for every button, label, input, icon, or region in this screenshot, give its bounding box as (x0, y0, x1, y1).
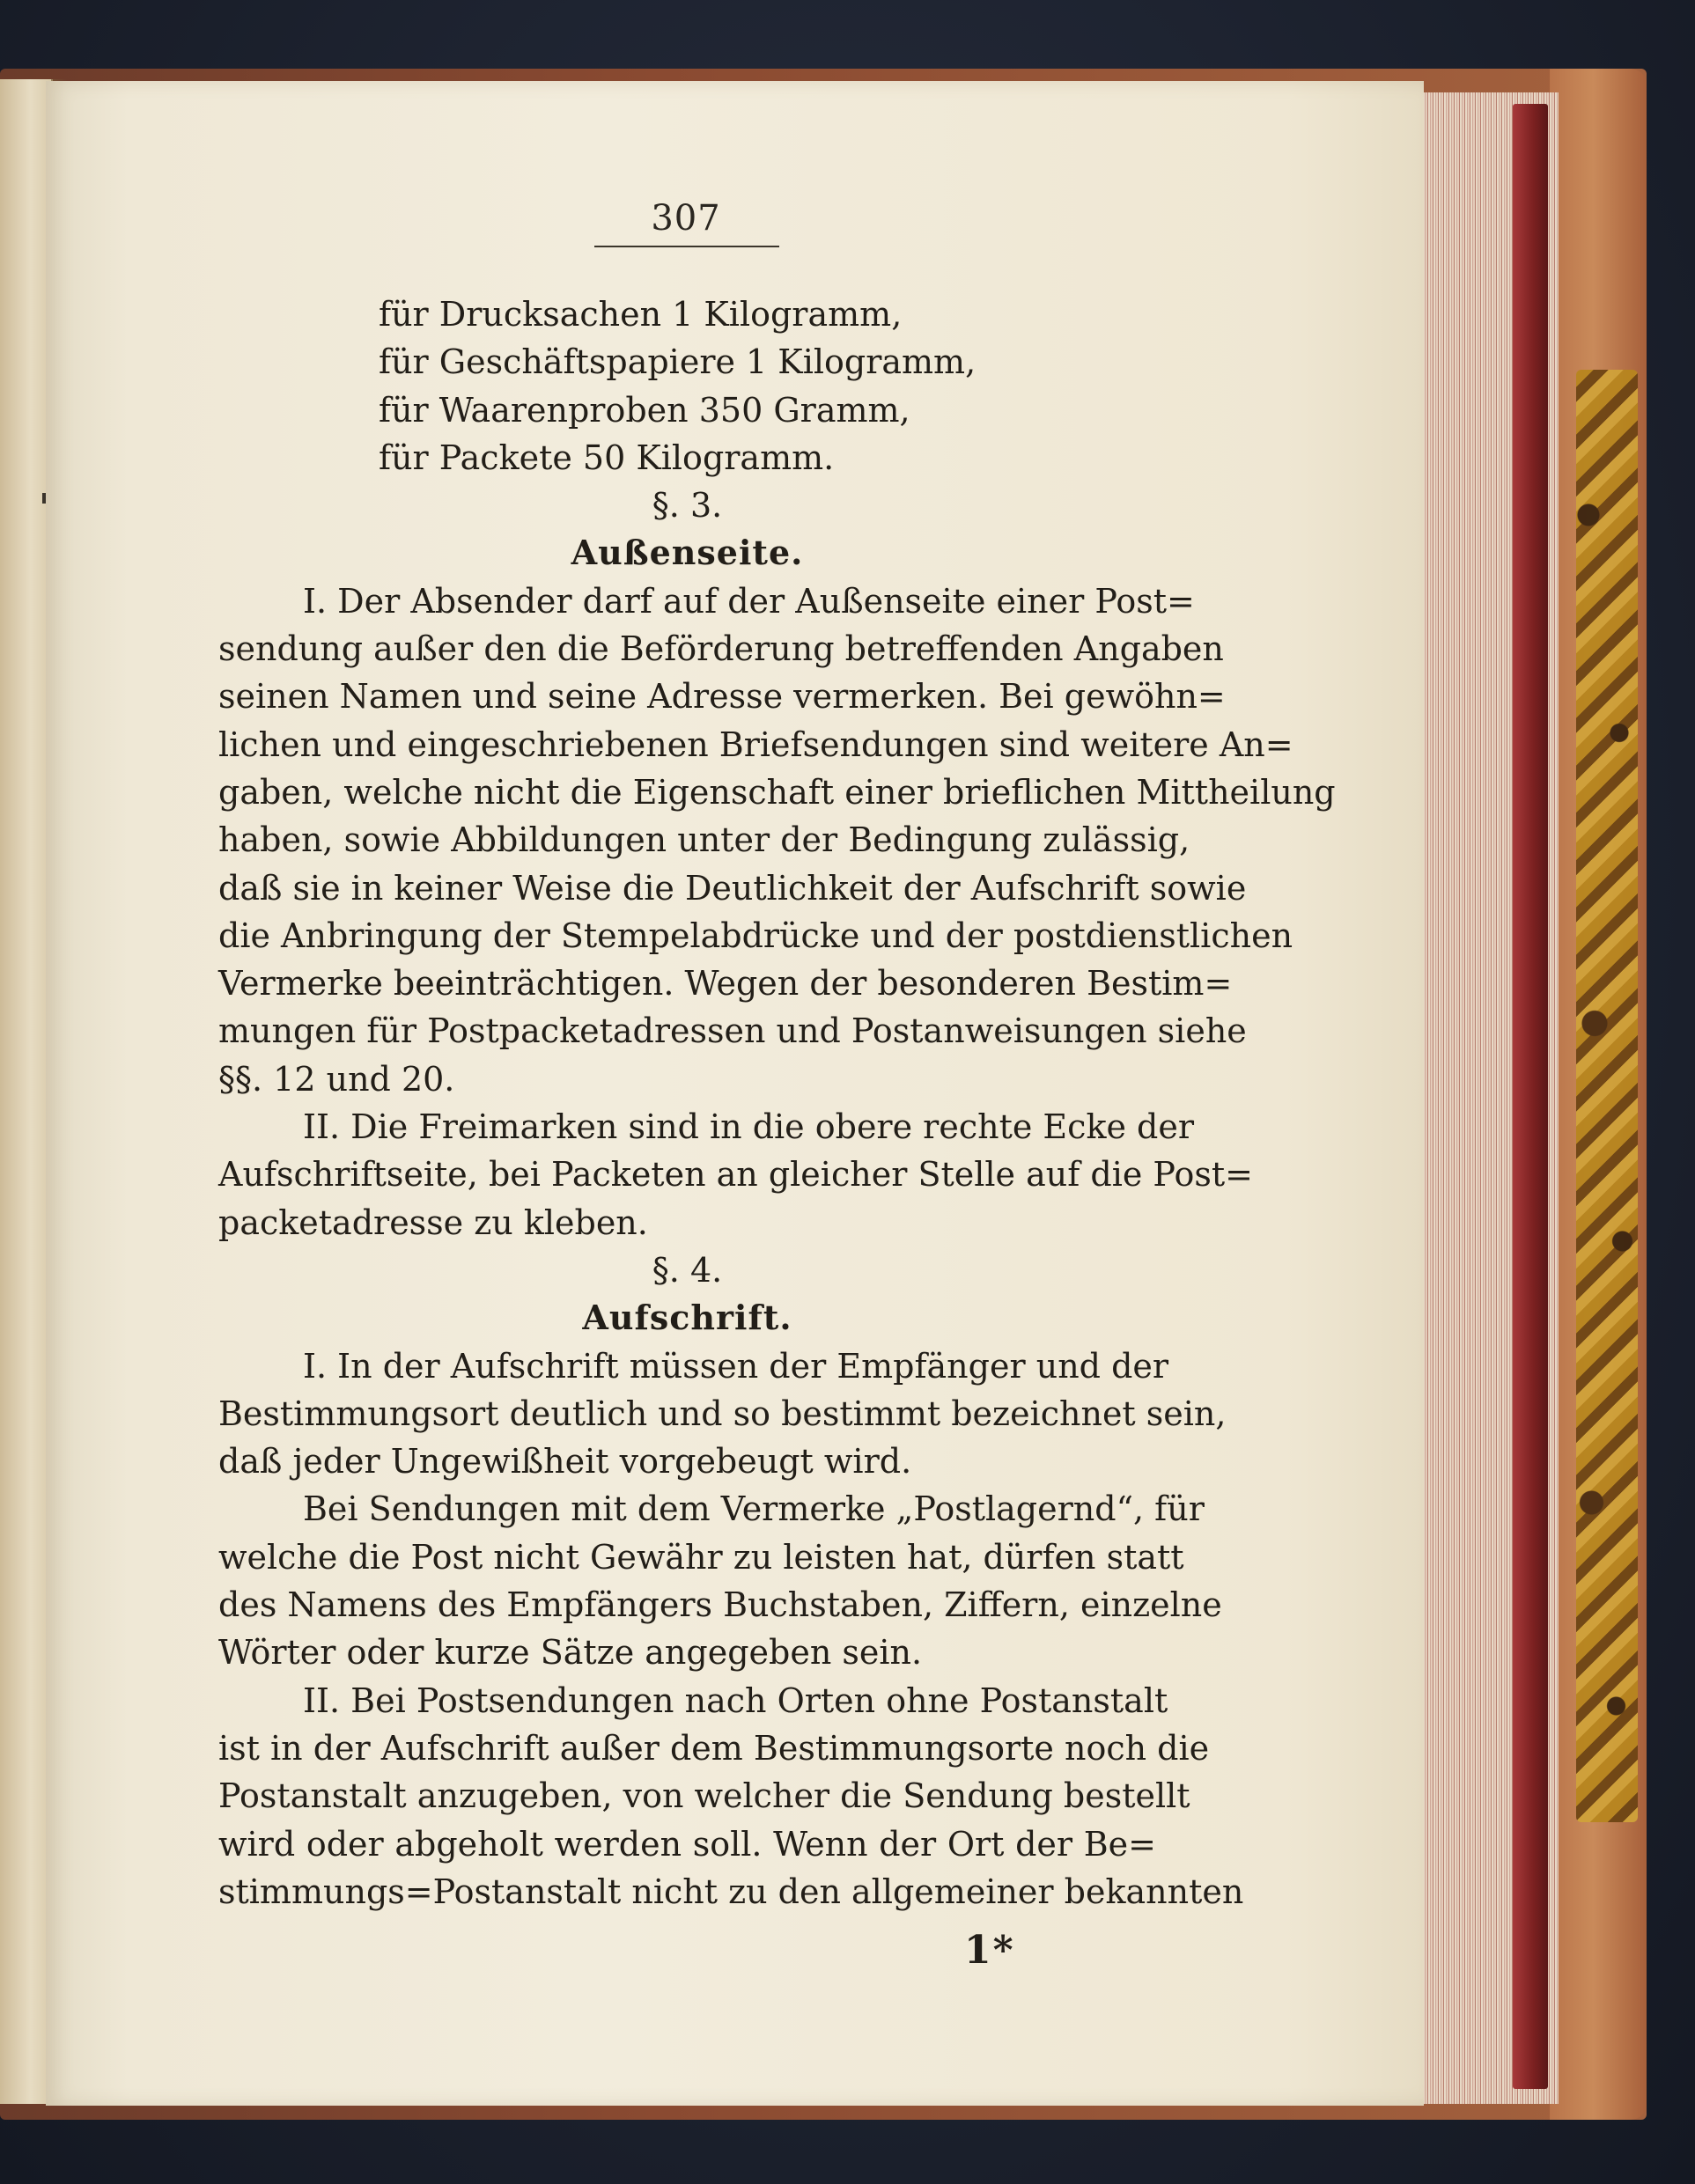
text-line: Postanstalt anzugeben, von welcher die Sendung bestellt (218, 1776, 1190, 1816)
text-line: wird oder abgeholt werden soll. Wenn der Ort der Be= (218, 1824, 1156, 1864)
text-line: Außenseite. (571, 533, 804, 573)
text-line: II. Bei Postsendungen nach Orten ohne Postanstalt (303, 1680, 1168, 1720)
text-line: daß sie in keiner Weise die Deutlichkeit der Aufschrift sowie (218, 868, 1247, 908)
text-line: seinen Namen und seine Adresse vermerken. Bei gewöhn= (218, 677, 1226, 717)
text-line: §. 4. (652, 1250, 723, 1290)
text-line: Vermerke beeinträchtigen. Wegen der besonderen Bestim= (218, 964, 1233, 1004)
page-number: 307 (651, 198, 721, 239)
text-line: für Waarenproben 350 Gramm, (379, 390, 910, 430)
red-page-edge (1513, 104, 1548, 2089)
margin-mark (42, 493, 46, 504)
text-line: Wörter oder kurze Sätze angegeben sein. (218, 1633, 923, 1673)
text-line: für Drucksachen 1 Kilogramm, (379, 295, 903, 334)
text-line: mungen für Postpacketadressen und Postanweisungen siehe (218, 1011, 1247, 1051)
text-line: §§. 12 und 20. (218, 1059, 455, 1099)
text-line: die Anbringung der Stempelabdrücke und der postdienstlichen (218, 916, 1293, 955)
text-line: packetadresse zu kleben. (218, 1202, 648, 1242)
text-line: haben, sowie Abbildungen unter der Bedingung zulässig, (218, 820, 1190, 860)
marbled-paper (1576, 370, 1638, 1822)
text-line: Aufschrift. (582, 1298, 792, 1338)
text-line: I. Der Absender darf auf der Außenseite einer Post= (303, 581, 1195, 621)
text-line: für Geschäftspapiere 1 Kilogramm, (379, 342, 976, 382)
text-line: stimmungs=Postanstalt nicht zu den allgemeiner bekannten (218, 1871, 1244, 1911)
text-line: des Namens des Empfängers Buchstaben, Ziffern, einzelne (218, 1585, 1222, 1625)
text-line: Bei Sendungen mit dem Vermerke „Postlagernd“, für (303, 1489, 1205, 1529)
text-line: Aufschriftseite, bei Packeten an gleicher Stelle auf die Post= (218, 1155, 1253, 1195)
page-number-header (590, 195, 782, 241)
text-line: ist in der Aufschrift außer dem Bestimmungsorte noch die (218, 1728, 1210, 1768)
facing-page-edge (0, 79, 53, 2104)
text-line: welche die Post nicht Gewähr zu leisten hat, dürfen statt (218, 1537, 1184, 1577)
text-line: sendung außer den die Beförderung betreffenden Angaben (218, 629, 1224, 669)
text-line: Bestimmungsort deutlich und so bestimmt bezeichnet sein, (218, 1393, 1227, 1433)
text-line: II. Die Freimarken sind in die obere rechte Ecke der (303, 1107, 1195, 1147)
text-line: für Packete 50 Kilogramm. (379, 438, 835, 477)
text-line: gaben, welche nicht die Eigenschaft einer brieflichen Mittheilung (218, 772, 1336, 812)
text-line: I. In der Aufschrift müssen der Empfänger und der (303, 1346, 1169, 1386)
header-rule (594, 246, 779, 247)
text-line: §. 3. (652, 486, 723, 526)
text-line: daß jeder Ungewißheit vorgebeugt wird. (218, 1442, 912, 1482)
signature-mark: 1* (964, 1928, 1015, 1973)
body-text (218, 290, 1336, 1916)
text-line: lichen und eingeschriebenen Briefsendungen sind weitere An= (218, 724, 1293, 764)
